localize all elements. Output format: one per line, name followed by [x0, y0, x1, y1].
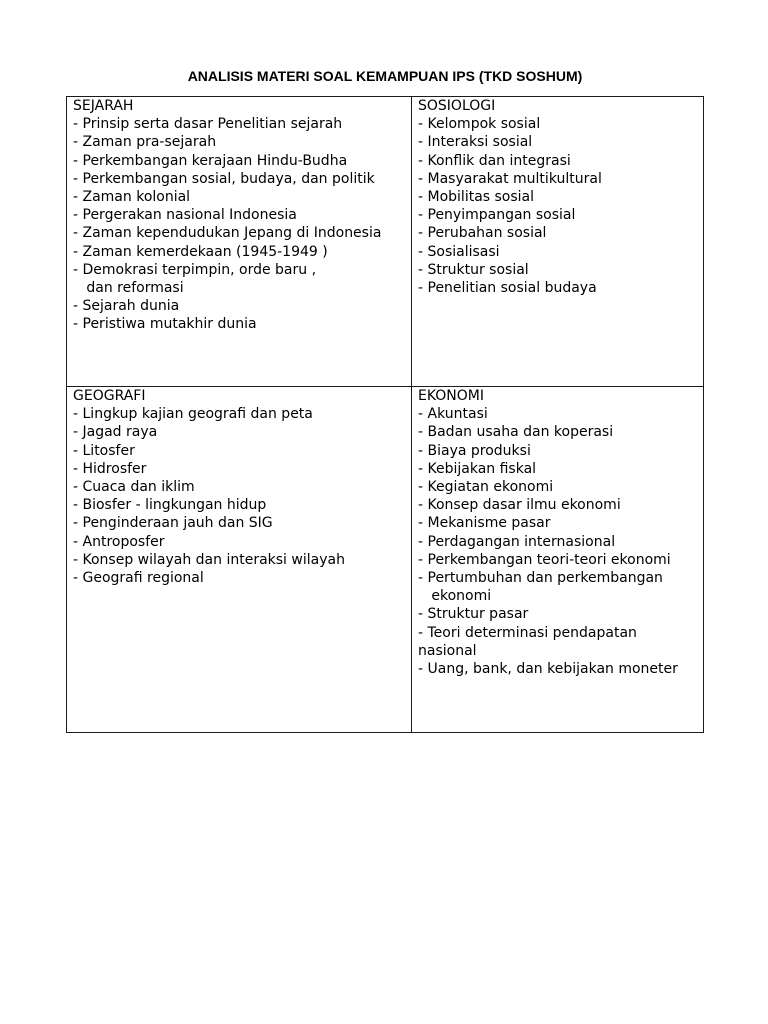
list-item: - Zaman kependudukan Jepang di Indonesia: [73, 225, 382, 242]
list-item: - Biosfer - lingkungan hidup: [73, 497, 267, 514]
heading-sejarah: SEJARAH: [73, 98, 134, 114]
list-item: - Penginderaan jauh dan SIG: [73, 515, 273, 532]
list-item: - Badan usaha dan koperasi: [418, 424, 614, 441]
cell-sejarah: [67, 97, 412, 387]
list-sejarah: [73, 115, 405, 333]
list-item: - Perkembangan teori-teori ekonomi: [418, 551, 671, 568]
list-item: - Cuaca dan iklim: [73, 479, 195, 496]
cell-sosiologi: [412, 97, 704, 387]
list-item: - Perkembangan sosial, budaya, dan politik: [73, 170, 375, 187]
list-item: - Zaman kemerdekaan (1945-1949 ): [73, 243, 328, 260]
list-item: - Struktur sosial: [418, 261, 529, 278]
list-item: - Hidrosfer: [73, 460, 147, 477]
list-item: - Teori determinasi pendapatan nasional: [418, 624, 642, 659]
list-item: - Mekanisme pasar: [418, 515, 551, 532]
list-geografi: [73, 405, 405, 587]
list-item: - Akuntasi: [418, 406, 488, 423]
list-item: - Interaksi sosial: [418, 134, 533, 151]
list-item: - Litosfer: [73, 442, 135, 459]
list-item: - Perdagangan internasional: [418, 533, 616, 550]
table-row: [67, 97, 704, 387]
list-item: - Kegiatan ekonomi: [418, 479, 554, 496]
list-item: - Peristiwa mutakhir dunia: [73, 316, 257, 333]
list-item: - Pergerakan nasional Indonesia: [73, 207, 297, 224]
list-item: - Konflik dan integrasi: [418, 152, 571, 169]
list-item: - Uang, bank, dan kebijakan moneter: [418, 661, 678, 678]
list-item: - Zaman kolonial: [73, 189, 191, 206]
list-item: - Perkembangan kerajaan Hindu-Budha: [73, 152, 348, 169]
list-item: - Penelitian sosial budaya: [418, 280, 597, 297]
list-item: - Biaya produksi: [418, 442, 531, 459]
list-item: - Demokrasi terpimpin, orde baru , dan reformasi: [73, 261, 317, 297]
list-item: - Sosialisasi: [418, 243, 500, 260]
list-item: - Jagad raya: [73, 424, 158, 441]
list-item: - Sejarah dunia: [73, 298, 180, 315]
list-item: - Kebijakan fiskal: [418, 460, 537, 477]
list-item: - Kelompok sosial: [418, 116, 541, 133]
heading-sosiologi: SOSIOLOGI: [418, 98, 496, 114]
list-item: - Antroposfer: [73, 533, 165, 550]
list-item: - Zaman pra-sejarah: [73, 134, 217, 151]
heading-geografi: GEOGRAFI: [73, 388, 146, 404]
list-ekonomi: [418, 405, 697, 678]
list-item: - Konsep dasar ilmu ekonomi: [418, 497, 621, 514]
list-item: - Mobilitas sosial: [418, 189, 535, 206]
list-item: - Perubahan sosial: [418, 225, 547, 242]
list-item: - Masyarakat multikultural: [418, 170, 602, 187]
list-item: - Pertumbuhan dan perkembangan ekonomi: [418, 570, 663, 605]
subject-table: [66, 96, 704, 733]
list-item: - Lingkup kajian geografi dan peta: [73, 406, 313, 423]
list-sosiologi: [418, 115, 697, 297]
list-item: - Prinsip serta dasar Penelitian sejarah: [73, 116, 343, 133]
cell-geografi: [67, 387, 412, 733]
cell-ekonomi: [412, 387, 704, 733]
table-row: [67, 387, 704, 733]
list-item: - Konsep wilayah dan interaksi wilayah: [73, 551, 345, 568]
document-title: ANALISIS MATERI SOAL KEMAMPUAN IPS (TKD SOSHUM): [187, 68, 583, 84]
list-item: - Penyimpangan sosial: [418, 207, 576, 224]
list-item: - Struktur pasar: [418, 606, 529, 623]
list-item: - Geografi regional: [73, 570, 204, 587]
heading-ekonomi: EKONOMI: [418, 388, 484, 404]
